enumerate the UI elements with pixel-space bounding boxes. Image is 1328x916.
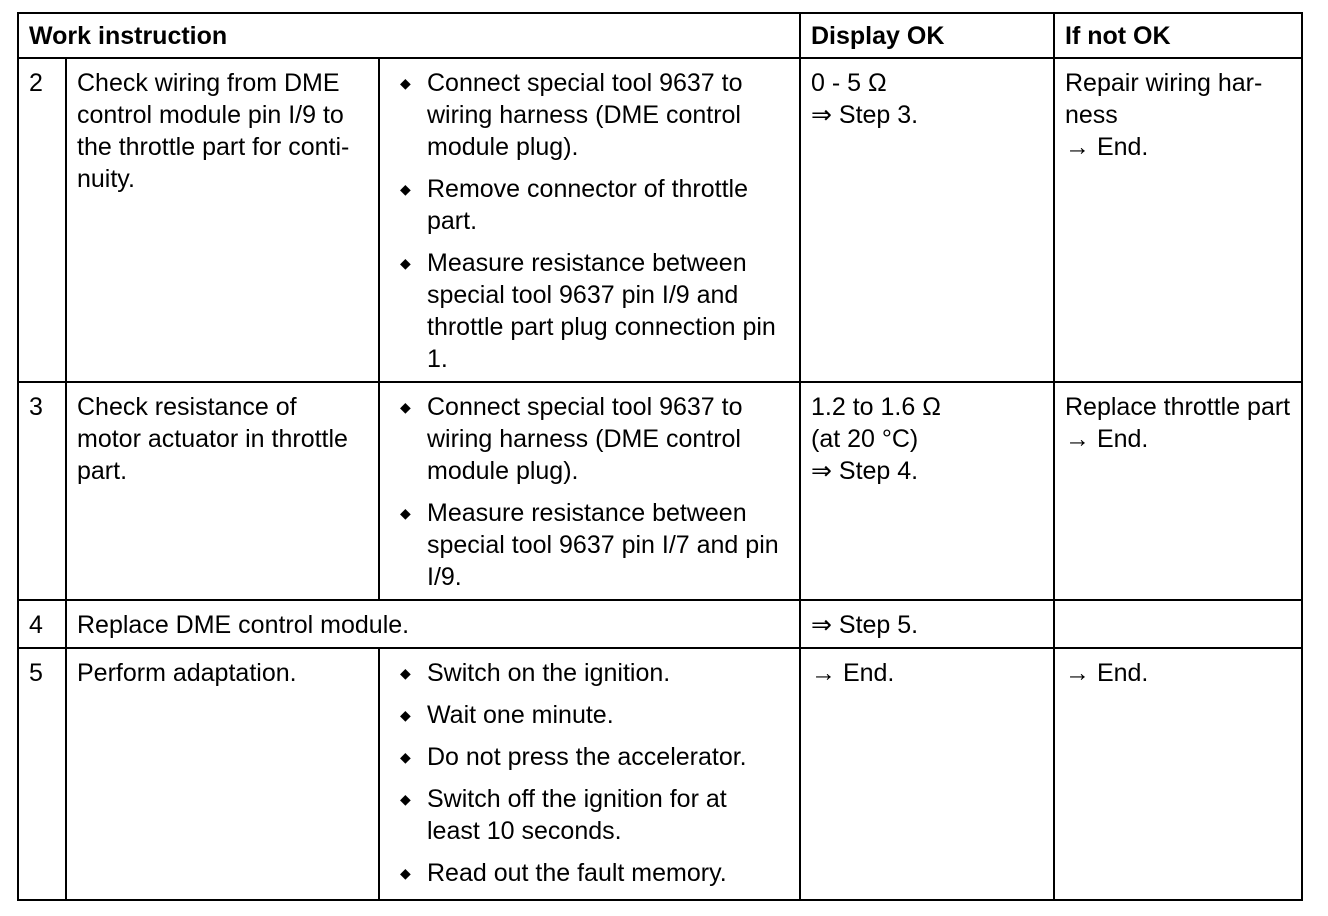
action-line: module plug). — [427, 133, 579, 161]
description-line: motor actuator in throttle — [77, 425, 348, 453]
diamond-bullet-icon: ◆ — [400, 505, 411, 521]
description-line: Check resistance of — [77, 393, 297, 421]
action-line: Connect special tool 9637 to — [427, 69, 743, 97]
action-line: wiring harness (DME control — [427, 425, 741, 453]
diamond-bullet-icon: ◆ — [400, 255, 411, 271]
action-line: Wait one minute. — [427, 701, 614, 729]
display-ok-cell — [800, 648, 1054, 900]
description-line: Check wiring from DME — [77, 69, 340, 97]
action-line: Switch on the ignition. — [427, 659, 671, 687]
diamond-bullet-icon: ◆ — [400, 181, 411, 197]
display-ok-line: → End. — [811, 659, 895, 687]
display-ok-cell — [800, 58, 1054, 382]
action-line: module plug). — [427, 457, 579, 485]
if-not-ok-cell — [1054, 382, 1302, 600]
step-actions — [379, 58, 800, 382]
description-line: part. — [77, 457, 128, 485]
action-item — [390, 497, 789, 593]
description-line: nuity. — [77, 165, 135, 193]
if-not-ok-line: ness — [1065, 101, 1118, 129]
if-not-ok-line: → End. — [1065, 425, 1149, 453]
action-line: Connect special tool 9637 to — [427, 393, 743, 421]
action-line: special tool 9637 pin I/9 and — [427, 281, 739, 309]
action-item — [390, 67, 789, 163]
step-actions — [379, 382, 800, 600]
document-page — [17, 12, 1301, 901]
display-ok-cell — [800, 382, 1054, 600]
step-description — [66, 600, 800, 648]
action-line: 1. — [427, 345, 448, 373]
action-line: Switch off the ignition for at — [427, 785, 727, 813]
step-description — [66, 648, 379, 900]
diamond-bullet-icon: ◆ — [400, 791, 411, 807]
display-ok-line: 0 - 5 Ω — [811, 69, 887, 97]
display-ok-line: 1.2 to 1.6 Ω — [811, 393, 941, 421]
action-item — [390, 173, 789, 237]
header-display-ok: Display OK — [800, 13, 1054, 58]
if-not-ok-line: → End. — [1065, 659, 1149, 687]
action-item — [390, 391, 789, 487]
action-item — [390, 857, 789, 889]
if-not-ok-cell — [1054, 600, 1302, 648]
diamond-bullet-icon: ◆ — [400, 399, 411, 415]
display-ok-line: ⇒ Step 5. — [811, 611, 919, 639]
description-line: the throttle part for conti- — [77, 133, 350, 161]
display-ok-line: ⇒ Step 4. — [811, 457, 919, 485]
diamond-bullet-icon: ◆ — [400, 665, 411, 681]
step-number: 5 — [18, 648, 66, 900]
step-description — [66, 382, 379, 600]
header-work-instruction: Work instruction — [18, 13, 800, 58]
action-line: Measure resistance between — [427, 499, 747, 527]
diamond-bullet-icon: ◆ — [400, 749, 411, 765]
step-description — [66, 58, 379, 382]
action-item — [390, 741, 789, 773]
if-not-ok-line: Repair wiring har- — [1065, 69, 1263, 97]
step-number: 3 — [18, 382, 66, 600]
table-row-step-4 — [18, 600, 1302, 648]
if-not-ok-line: Replace throttle part — [1065, 393, 1291, 421]
action-line: I/9. — [427, 563, 462, 591]
table-row-step-2 — [18, 58, 1302, 382]
header-if-not-ok: If not OK — [1054, 13, 1302, 58]
table-header-row — [18, 13, 1302, 58]
action-line: part. — [427, 207, 478, 235]
action-item — [390, 657, 789, 689]
action-item — [390, 699, 789, 731]
action-list — [390, 391, 789, 593]
diamond-bullet-icon: ◆ — [400, 707, 411, 723]
display-ok-cell — [800, 600, 1054, 648]
action-line: wiring harness (DME control — [427, 101, 741, 129]
if-not-ok-line: → End. — [1065, 133, 1149, 161]
action-line: Measure resistance between — [427, 249, 747, 277]
table-row-step-5 — [18, 648, 1302, 900]
action-line: least 10 seconds. — [427, 817, 622, 845]
diamond-bullet-icon: ◆ — [400, 75, 411, 91]
diamond-bullet-icon: ◆ — [400, 865, 411, 881]
table-row-step-3 — [18, 382, 1302, 600]
action-list — [390, 657, 789, 889]
action-item — [390, 783, 789, 847]
display-ok-line: ⇒ Step 3. — [811, 101, 919, 129]
display-ok-line: (at 20 °C) — [811, 425, 919, 453]
action-line: Do not press the accelerator. — [427, 743, 747, 771]
work-instruction-table — [17, 12, 1303, 901]
step-actions — [379, 648, 800, 900]
action-line: special tool 9637 pin I/7 and pin — [427, 531, 779, 559]
action-line: Remove connector of throttle — [427, 175, 748, 203]
if-not-ok-cell — [1054, 648, 1302, 900]
action-line: Read out the fault memory. — [427, 859, 727, 887]
description-line: Replace DME control module. — [77, 611, 410, 639]
description-line: Perform adaptation. — [77, 659, 297, 687]
description-line: control module pin I/9 to — [77, 101, 344, 129]
if-not-ok-cell — [1054, 58, 1302, 382]
action-list — [390, 67, 789, 375]
action-line: throttle part plug connection pin — [427, 313, 776, 341]
action-item — [390, 247, 789, 375]
step-number: 4 — [18, 600, 66, 648]
step-number: 2 — [18, 58, 66, 382]
